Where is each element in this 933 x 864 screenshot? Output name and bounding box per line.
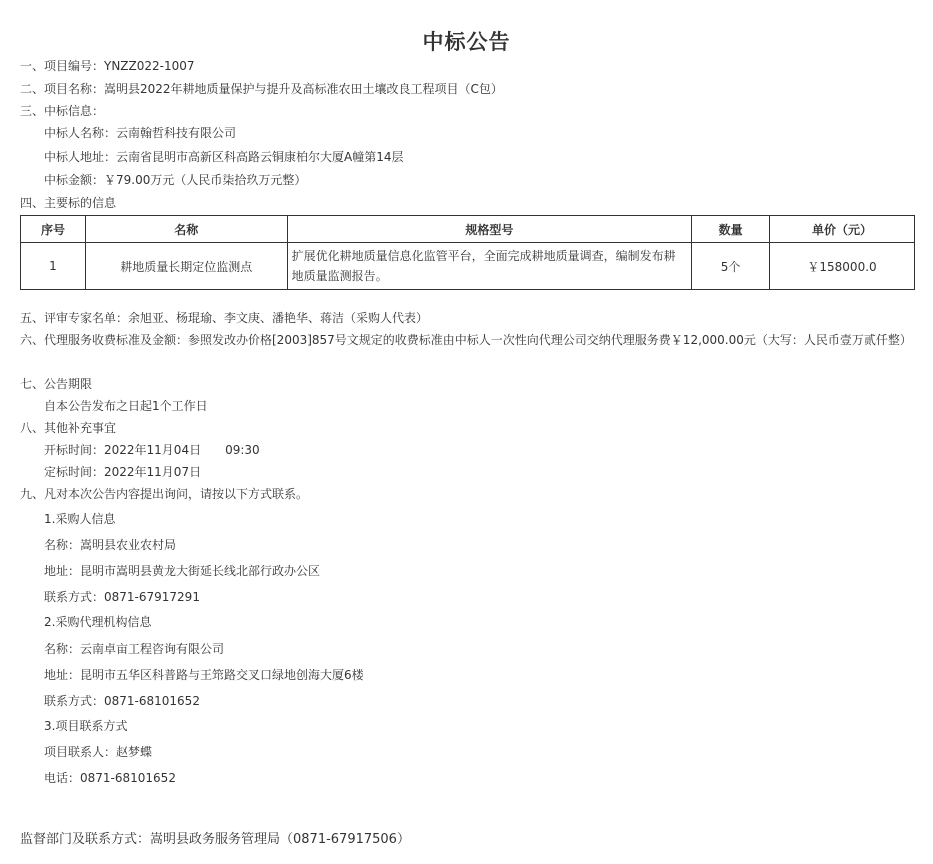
col-header-unit-price: 单价（元） (770, 216, 915, 243)
cell-quantity: 5个 (692, 243, 770, 290)
cell-name: 耕地质量长期定位监测点 (85, 243, 287, 290)
cell-spec: 扩展优化耕地质量信息化监管平台，全面完成耕地质量调查，编制发布耕地质量监测报告。 (287, 243, 691, 290)
items-table (20, 215, 915, 290)
cell-number: 1 (21, 243, 86, 290)
col-header-name: 名称 (85, 216, 287, 243)
buyer-contact: 联系方式：0871-67917291 (44, 590, 200, 604)
buyer-address: 地址：昆明市嵩明县黄龙大街延长线北部行政办公区 (44, 564, 321, 578)
agency-name: 名称：云南卓亩工程咨询有限公司 (44, 642, 225, 656)
agency-fee: 六、代理服务收费标准及金额：参照发改办价格[2003]857号文规定的收费标准由中标人一次性向代理公司交纳代理服务费￥12,000.00元（大写：人民币壹万贰仟整） (20, 333, 912, 347)
contact-heading: 九、凡对本次公告内容提出询问，请按以下方式联系。 (20, 487, 309, 501)
bid-decide-time: 定标时间：2022年11月07日 (44, 465, 202, 479)
main-items-heading: 四、主要标的信息 (20, 196, 117, 210)
table-header-row (21, 216, 915, 243)
supervision-footer: 监督部门及联系方式：嵩明县政务服务管理局（0871-67917506） (20, 832, 410, 847)
bid-open-time: 开标时间：2022年11月04日 09:30 (44, 443, 260, 457)
project-contact-heading: 3.项目联系方式 (44, 719, 128, 733)
review-experts: 五、评审专家名单：余旭亚、杨琨瑜、李文庚、潘艳华、蒋洁（采购人代表） (20, 311, 429, 325)
agency-address: 地址：昆明市五华区科普路与王筇路交叉口绿地创海大厦6楼 (44, 668, 364, 682)
winner-name: 中标人名称：云南翰哲科技有限公司 (44, 126, 237, 140)
notice-period-heading: 七、公告期限 (20, 377, 93, 391)
agency-heading: 2.采购代理机构信息 (44, 615, 152, 629)
winner-amount: 中标金额：￥79.00万元（人民币柒拾玖万元整） (44, 173, 307, 187)
project-number: 一、项目编号：YNZZ022-1007 (20, 59, 195, 73)
notice-period-text: 自本公告发布之日起1个工作日 (44, 399, 208, 413)
winner-info-heading: 三、中标信息： (20, 104, 105, 118)
project-contact-phone: 电话：0871-68101652 (44, 771, 176, 785)
project-name: 二、项目名称：嵩明县2022年耕地质量保护与提升及高标准农田土壤改良工程项目（C包） (20, 82, 503, 96)
col-header-quantity: 数量 (692, 216, 770, 243)
winner-address: 中标人地址：云南省昆明市高新区科高路云铜康柏尔大厦A幢第14层 (44, 150, 404, 164)
buyer-name: 名称：嵩明县农业农村局 (44, 538, 177, 552)
agency-contact: 联系方式：0871-68101652 (44, 694, 200, 708)
project-contact-person: 项目联系人：赵梦蝶 (44, 745, 153, 759)
buyer-heading: 1.采购人信息 (44, 512, 116, 526)
table-row (21, 243, 915, 290)
col-header-spec: 规格型号 (287, 216, 691, 243)
other-matters-heading: 八、其他补充事宜 (20, 421, 117, 435)
col-header-number: 序号 (21, 216, 86, 243)
page-title: 中标公告 (422, 30, 511, 54)
cell-unit-price: ￥158000.0 (770, 243, 915, 290)
